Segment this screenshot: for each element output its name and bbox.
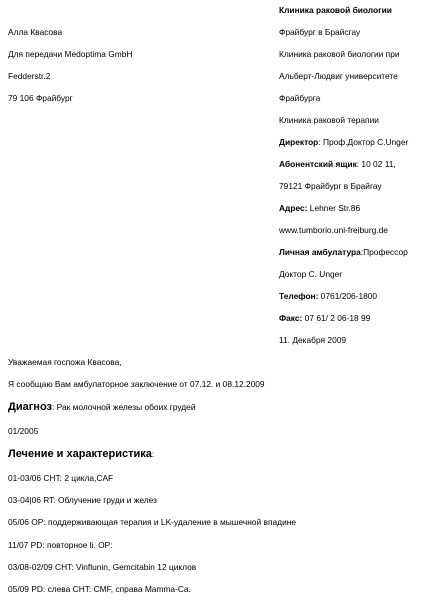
sender-care-of: Для передачи Medoptima GmbH <box>8 49 133 59</box>
treatment-item: 03-04|06 RT: Облучение груди и желез <box>8 495 157 505</box>
treatment-item: 01-03/06 CHT: 2 цикла,CAF <box>8 473 114 483</box>
address-value: Lehner Str.86 <box>307 203 361 213</box>
clinic-line-1: Фрайбург в Брайсгау <box>279 27 361 37</box>
letter-date: 11. Декабря 2009 <box>279 335 347 345</box>
diagnosis-label: Диагноз <box>8 401 52 413</box>
clinic-title: Клиника раковой биологии <box>279 5 392 15</box>
clinic-outpatient <box>279 247 408 258</box>
clinic-line-5: Клиника раковой терапии <box>279 115 379 125</box>
clinic-pobox <box>279 159 396 170</box>
clinic-phone <box>279 291 377 302</box>
pobox-label: Абонентский ящик <box>279 159 357 169</box>
treatment-item: 05/09 PD: слева CHT: CMF, справа Mamma-Ca. <box>8 584 191 594</box>
address-label: Адрес: <box>279 203 308 213</box>
clinic-outpatient-doctor: Доктор С. Unger <box>279 269 343 279</box>
clinic-line-2: Клиника раковой биологии при <box>279 49 400 59</box>
treatment-label: Лечение и характеристика <box>8 448 152 460</box>
diagnosis-value: : Рак молочной железы обоих грудей <box>51 402 196 412</box>
treatment-item: 03/08-02/09 CHT: Vinflunin, Gemcitabin 12 циклов <box>8 562 197 572</box>
clinic-line-4: Фрайбурга <box>279 93 321 103</box>
phone-value: 0761/206-1800 <box>318 291 378 301</box>
clinic-website: www.tumborio.uni-freiburg.de <box>279 225 388 235</box>
treatment-heading <box>8 447 154 461</box>
clinic-pobox-city: 79121 Фрайбург в Брайгау <box>279 181 382 191</box>
clinic-director <box>279 137 408 148</box>
fax-value: 07 61/ 2 06-18 99 <box>302 313 371 323</box>
sender-street: Fedderstr.2 <box>8 71 51 81</box>
sender-name: Алла Квасова <box>8 27 63 37</box>
pobox-value: : 10 02 11, <box>356 159 396 169</box>
treatment-item: 05/06 OP: поддерживающая терапия и LK-удаление в мышечной впадине <box>8 517 297 527</box>
intro-sentence: Я сообщаю Вам амбулаторное заключение от 07.12. и 08.12.2009 <box>8 379 265 389</box>
director-value: : Проф.Доктор С.Unger <box>318 137 409 147</box>
clinic-fax <box>279 313 370 324</box>
phone-label: Телефон: <box>279 291 319 301</box>
outpatient-value: :Профессор <box>360 247 408 257</box>
treatment-colon: : <box>151 449 155 459</box>
fax-label: Факс: <box>279 313 303 323</box>
treatment-item: 11/07 PD: повторное li. OP: <box>8 540 113 550</box>
director-label: Директор <box>279 137 319 147</box>
outpatient-label: Личная амбулатура <box>279 247 361 257</box>
clinic-line-3: Альберт-Людвиг университете <box>279 71 398 81</box>
salutation: Уважаемая госпожа Квасова, <box>8 357 122 367</box>
clinic-address <box>279 203 360 214</box>
diagnosis-line <box>8 400 196 414</box>
diagnosis-date: 01/2005 <box>8 426 39 436</box>
sender-city: 79 106 Фрайбург <box>8 93 73 103</box>
